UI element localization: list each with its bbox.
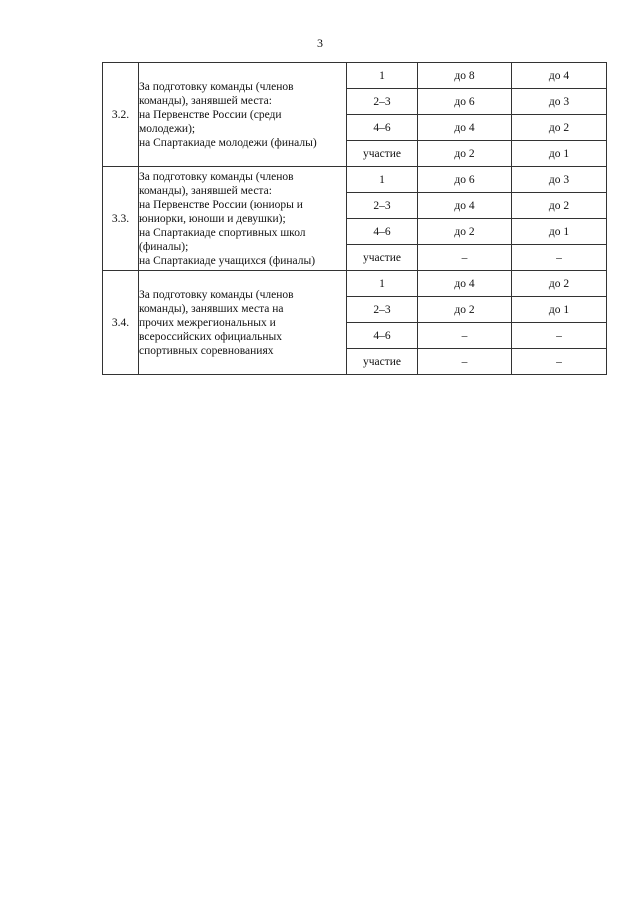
place-cell: 4–6 [347, 219, 418, 245]
value-cell: до 6 [418, 89, 512, 115]
place-cell: 2–3 [347, 89, 418, 115]
value-cell: до 2 [418, 297, 512, 323]
place-cell: 4–6 [347, 323, 418, 349]
value-cell: до 2 [418, 219, 512, 245]
description-line: на Спартакиаде спортивных школ [139, 226, 306, 239]
place-cell: участие [347, 349, 418, 375]
description-line: команды), занявшей места: [139, 94, 272, 107]
value-cell: до 1 [512, 141, 607, 167]
description-line: За подготовку команды (членов [139, 170, 294, 183]
value-cell: до 3 [512, 89, 607, 115]
award-table [102, 62, 607, 375]
value-cell: – [418, 349, 512, 375]
value-cell: до 4 [512, 63, 607, 89]
value-cell: – [512, 245, 607, 271]
value-cell: до 3 [512, 167, 607, 193]
description-line: За подготовку команды (членов [139, 80, 294, 93]
place-cell: 4–6 [347, 115, 418, 141]
place-cell: 1 [347, 167, 418, 193]
section-description [139, 167, 347, 271]
table-row [103, 271, 607, 297]
description-line: (финалы); [139, 240, 189, 253]
value-cell: до 6 [418, 167, 512, 193]
value-cell: до 1 [512, 297, 607, 323]
description-line: на Спартакиаде учащихся (финалы) [139, 254, 316, 267]
value-cell: до 2 [512, 115, 607, 141]
value-cell: до 4 [418, 115, 512, 141]
page-number: 3 [317, 36, 323, 50]
section-description [139, 63, 347, 167]
description-line: молодежи); [139, 122, 196, 135]
description-line: прочих межрегиональных и [139, 316, 276, 329]
description-line: всероссийских официальных [139, 330, 282, 343]
section-number: 3.3. [103, 167, 139, 271]
table-row [103, 167, 607, 193]
place-cell: 1 [347, 271, 418, 297]
place-cell: 2–3 [347, 297, 418, 323]
description-line: на Спартакиаде молодежи (финалы) [139, 136, 317, 149]
value-cell: до 1 [512, 219, 607, 245]
description-line: команды), занявших места на [139, 302, 284, 315]
description-line: на Первенстве России (юниоры и [139, 198, 303, 211]
description-line: юниорки, юноши и девушки); [139, 212, 286, 225]
description-line: спортивных соревнованиях [139, 344, 274, 357]
value-cell: до 8 [418, 63, 512, 89]
place-cell: 2–3 [347, 193, 418, 219]
value-cell: – [418, 323, 512, 349]
value-cell: – [418, 245, 512, 271]
value-cell: до 2 [512, 193, 607, 219]
description-line: команды), занявшей места: [139, 184, 272, 197]
value-cell: до 2 [512, 271, 607, 297]
place-cell: участие [347, 245, 418, 271]
value-cell: – [512, 323, 607, 349]
table-row [103, 63, 607, 89]
place-cell: 1 [347, 63, 418, 89]
value-cell: до 4 [418, 271, 512, 297]
value-cell: до 2 [418, 141, 512, 167]
value-cell: – [512, 349, 607, 375]
place-cell: участие [347, 141, 418, 167]
section-number: 3.4. [103, 271, 139, 375]
description-line: За подготовку команды (членов [139, 288, 294, 301]
section-description [139, 271, 347, 375]
description-line: на Первенстве России (среди [139, 108, 282, 121]
value-cell: до 4 [418, 193, 512, 219]
section-number: 3.2. [103, 63, 139, 167]
